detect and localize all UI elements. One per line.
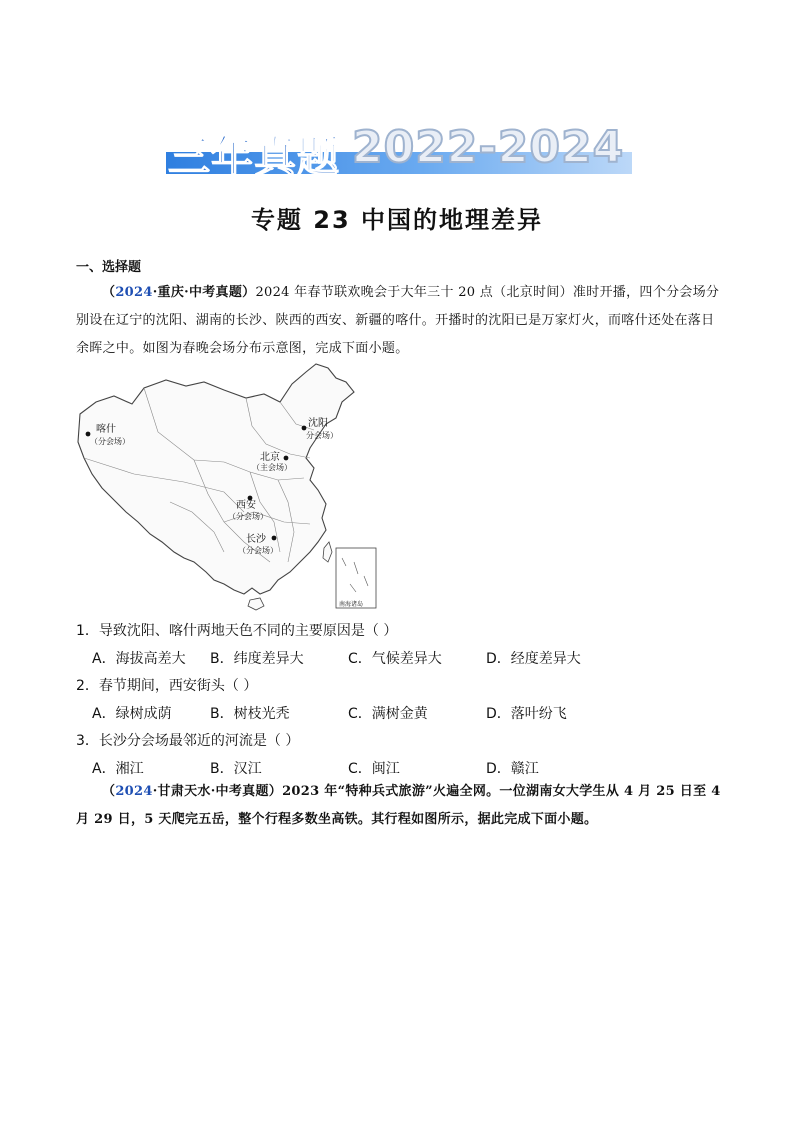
city-sub-beijing: （主会场） <box>252 463 292 472</box>
q2-option-b[interactable]: B．树枝光秃 <box>210 706 290 722</box>
city-label-kashgar: 喀什 <box>96 424 116 435</box>
south-sea-inset <box>336 548 376 608</box>
banner-chinese-text: 三年真题 <box>168 132 341 181</box>
city-label-changsha: 长沙 <box>246 534 266 545</box>
source-tag-2: （2024·甘肃天水·中考真题） <box>102 784 283 799</box>
intro-paragraph-2: （2024·甘肃天水·中考真题）2023 年“特种兵式旅游”火遍全网。一位湖南女大学生从 4 月 25 日至 4 月 29 日，5 天爬完五岳，整个行程多数坐高铁。其行程如图所示，据此完成下面小题。 <box>76 784 721 827</box>
q3-option-c[interactable]: C．闽江 <box>348 761 400 777</box>
q3-option-a[interactable]: A．湘江 <box>92 761 144 777</box>
question-3-options <box>92 758 652 778</box>
question-2-options <box>92 703 652 723</box>
question-3: 3．长沙分会场最邻近的河流是（ ） <box>76 733 300 749</box>
hainan-island <box>248 598 264 610</box>
page-title: 专题 23 中国的地理差异 <box>250 206 544 234</box>
inset-label: 南海诸岛 <box>339 601 364 608</box>
intro-paragraph-1: （2024·重庆·中考真题）2024 年春节联欢晚会于大年三十 20 点（北京时间）准时开播，四个分会场分别设在辽宁的沈阳、湖南的长沙、陕西的西安、新疆的喀什。开播时的沈阳已是万家灯火，而喀什还处在落日余晖之中。如图为春晚会场分布示意图，完成下面小题。 <box>76 285 720 356</box>
q1-option-a[interactable]: A．海拔高差大 <box>92 651 186 667</box>
banner-years: 2022-2024 <box>352 122 625 173</box>
q3-option-d[interactable]: D．赣江 <box>486 761 539 777</box>
q1-option-b[interactable]: B．纬度差异大 <box>210 651 304 667</box>
source-tag: （2024·重庆·中考真题） <box>102 285 256 300</box>
city-sub-changsha: （分会场） <box>238 546 278 555</box>
question-1-options <box>92 648 652 668</box>
q1-option-d[interactable]: D．经度差异大 <box>486 651 581 667</box>
q2-option-d[interactable]: D．落叶纷飞 <box>486 706 567 722</box>
q2-option-c[interactable]: C．满树金黄 <box>348 706 428 722</box>
question-1: 1．导致沈阳、喀什两地天色不同的主要原因是（ ） <box>76 623 398 639</box>
question-2: 2．春节期间，西安街头（ ） <box>76 678 258 694</box>
q3-option-b[interactable]: B．汉江 <box>210 761 262 777</box>
shenyang-dot <box>302 426 307 431</box>
kashgar-dot <box>86 432 91 437</box>
city-sub-kashgar: （分会场） <box>90 437 130 446</box>
header-banner <box>160 118 636 180</box>
city-label-beijing: 北京 <box>260 452 280 463</box>
beijing-dot <box>284 456 289 461</box>
q2-option-a[interactable]: A．绿树成荫 <box>92 706 172 722</box>
city-sub-shenyang: 分会场） <box>306 431 338 440</box>
city-label-shenyang: 沈阳 <box>308 418 328 429</box>
q1-option-c[interactable]: C．气候差异大 <box>348 651 442 667</box>
taiwan-island <box>323 542 332 562</box>
section-heading: 一、选择题 <box>76 260 142 275</box>
china-outline <box>78 364 354 594</box>
city-label-xian: 西安 <box>236 500 256 511</box>
china-venue-map <box>74 362 394 612</box>
changsha-dot <box>272 536 277 541</box>
city-sub-xian: （分会场） <box>228 512 268 521</box>
